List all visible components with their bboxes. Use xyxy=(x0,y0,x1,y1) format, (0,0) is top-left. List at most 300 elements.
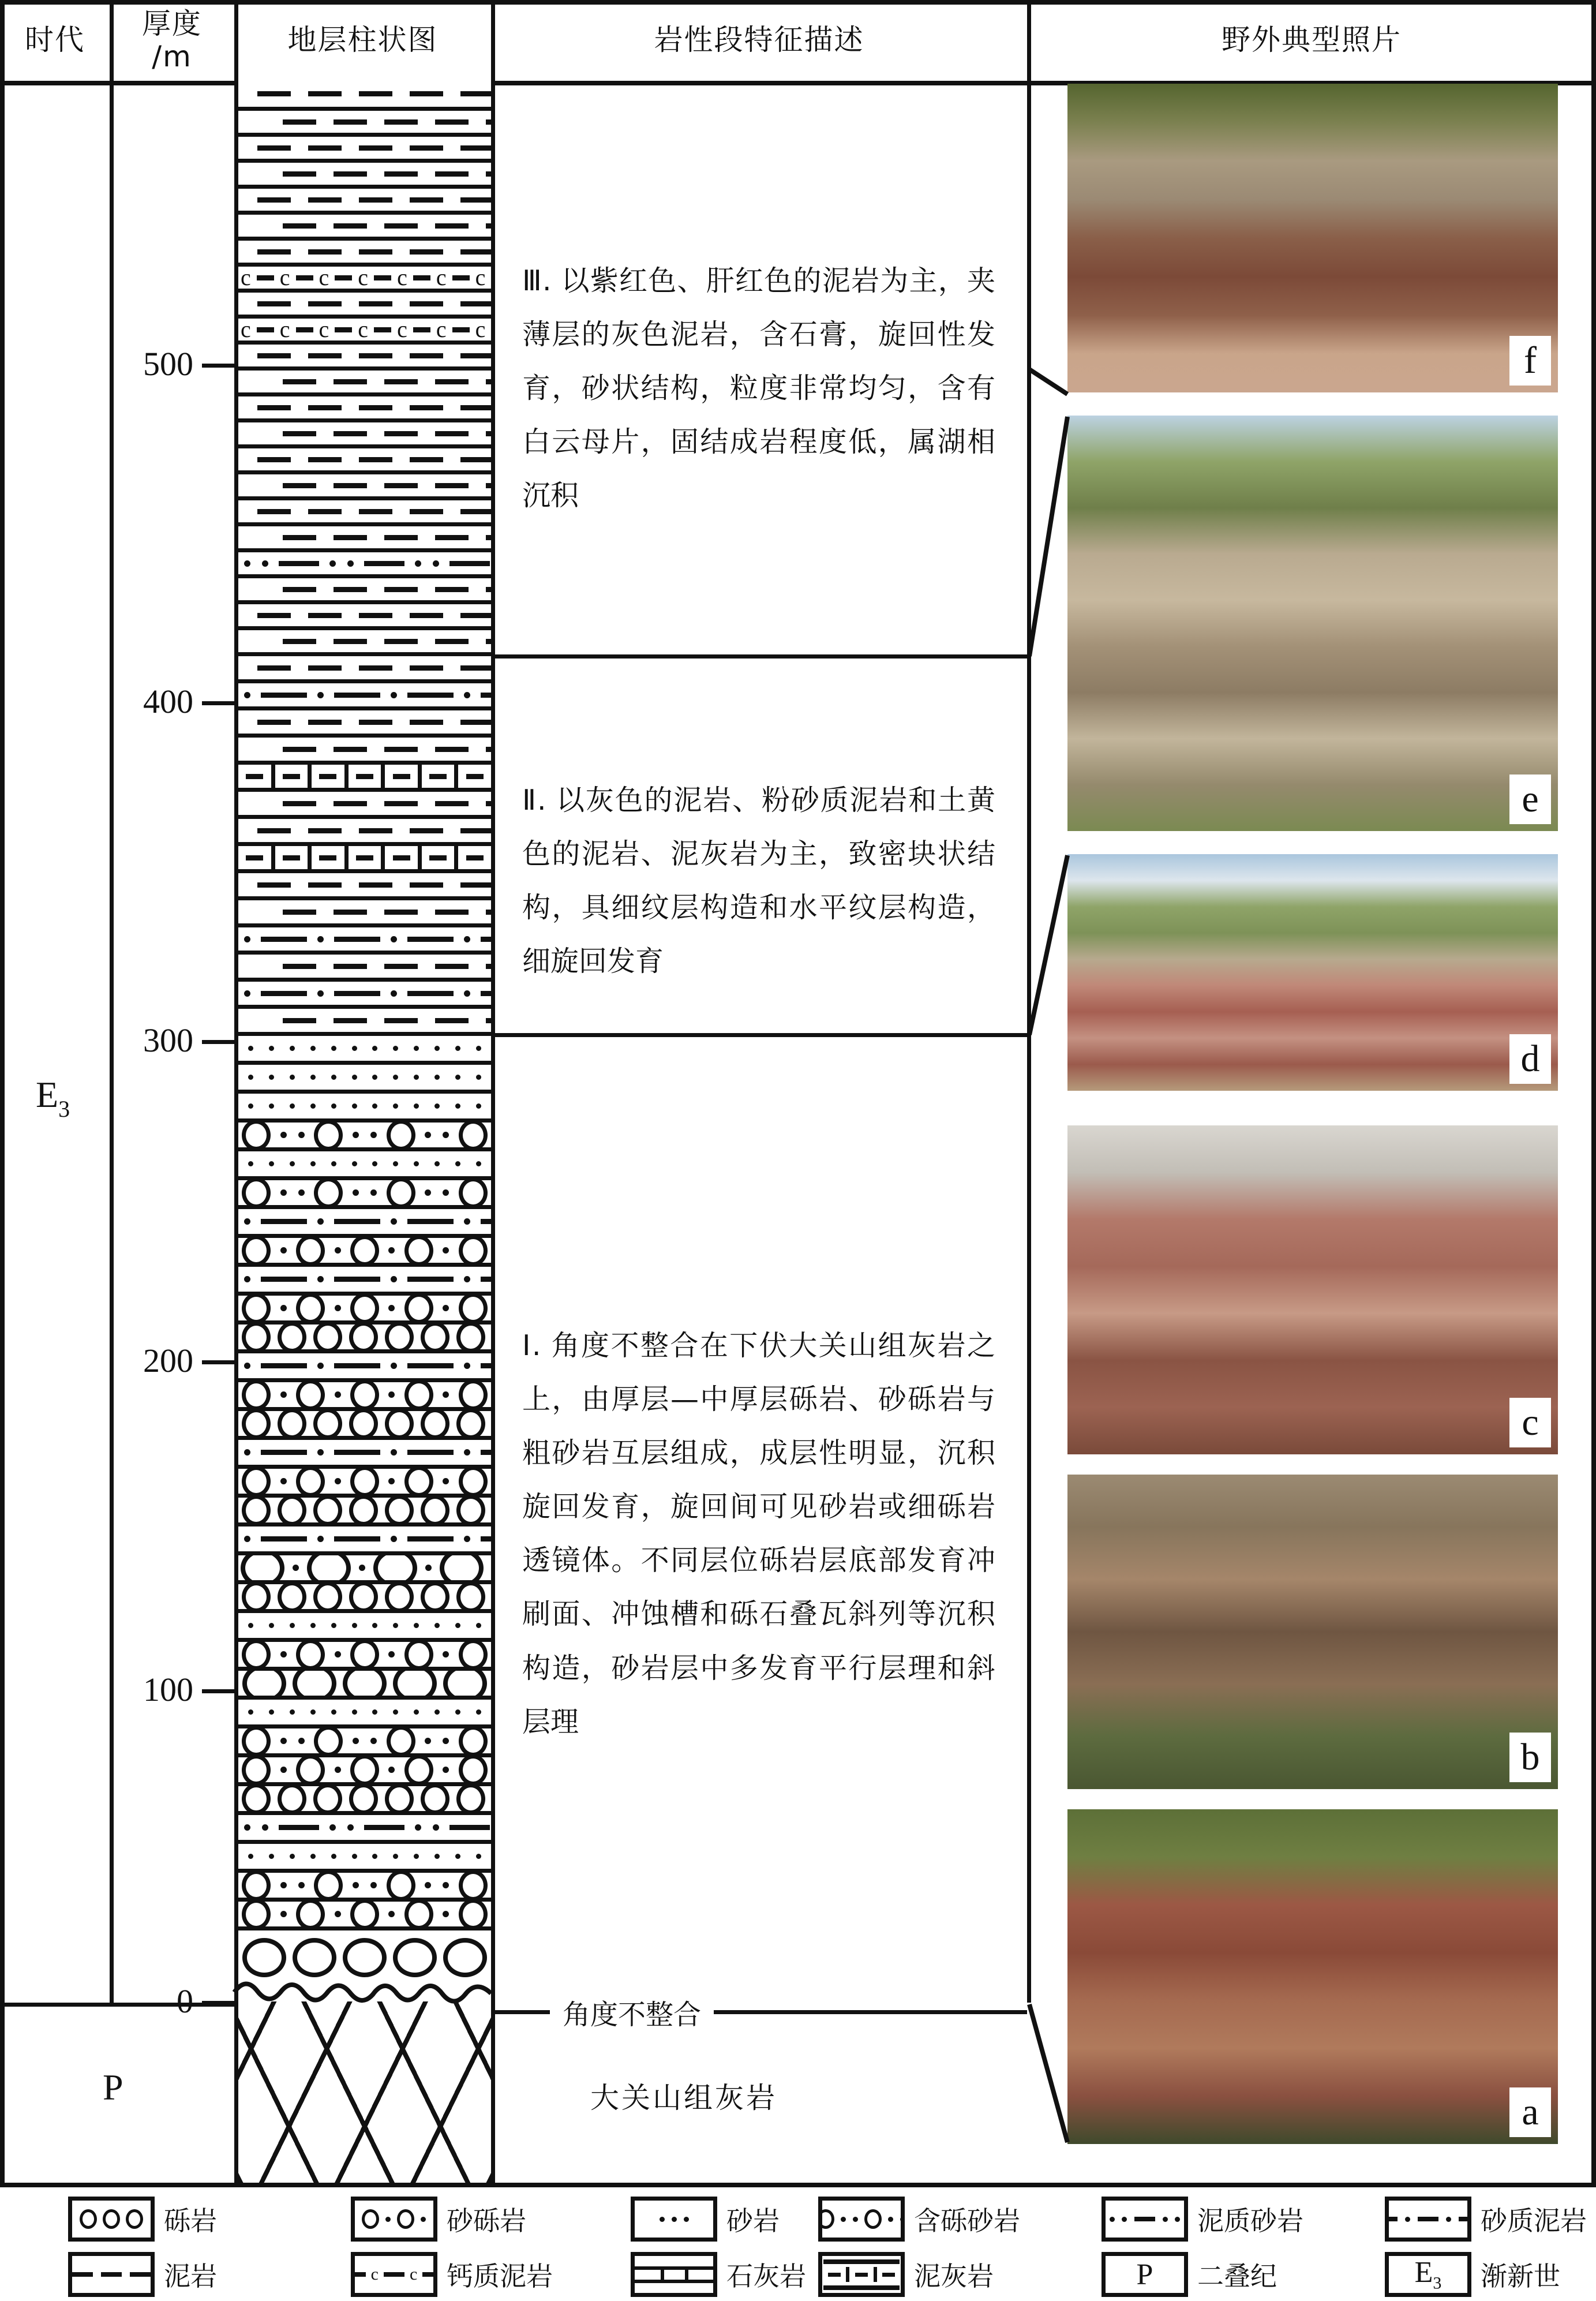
legend-item-P xyxy=(1102,2252,1277,2297)
dot-mark xyxy=(372,1623,377,1628)
pebble-circle-mark xyxy=(242,1726,271,1754)
dash-mark xyxy=(1459,2217,1471,2221)
dot-mark xyxy=(672,2217,677,2222)
scale-tick xyxy=(202,2001,237,2005)
dash-mark xyxy=(359,197,392,203)
dash-mark xyxy=(410,91,443,96)
dot-mark xyxy=(280,1882,287,1888)
header-era xyxy=(0,0,110,81)
dash-mark xyxy=(283,855,300,860)
pebble-circle-mark xyxy=(343,1667,387,1696)
dash-mark xyxy=(407,1363,454,1368)
strat-layer-m xyxy=(238,788,491,815)
pebble-circle-mark xyxy=(241,1551,284,1580)
dot-mark xyxy=(476,1854,481,1859)
legend-item-lime xyxy=(631,2252,806,2297)
dash-mark xyxy=(257,457,291,462)
dot-mark xyxy=(434,1103,440,1109)
dot-mark xyxy=(388,1247,395,1254)
pebble-circle-mark xyxy=(242,1870,271,1898)
legend-item-ss xyxy=(631,2197,780,2242)
dot-mark xyxy=(388,1391,395,1398)
limestone-basement-pattern xyxy=(238,2001,491,2183)
dash-mark xyxy=(356,855,373,860)
dash-mark xyxy=(460,353,491,358)
strat-layer-ps xyxy=(238,1176,491,1205)
dot-mark xyxy=(455,1046,460,1051)
dash-mark xyxy=(334,119,367,125)
legend-item-mss xyxy=(1102,2197,1303,2242)
strat-layer-sc xyxy=(238,1753,491,1782)
dot-mark xyxy=(443,1767,449,1773)
dot-mark xyxy=(317,692,324,698)
calcareous-c-mark: c xyxy=(475,264,486,289)
legend-symbol-marl xyxy=(818,2252,905,2297)
pebble-circle-mark xyxy=(421,1783,449,1812)
strat-layer-m xyxy=(238,734,491,761)
dash-mark xyxy=(460,509,491,514)
pebble-circle-mark xyxy=(350,1639,379,1667)
dash-mark xyxy=(359,91,392,96)
strat-layer-sm xyxy=(238,1205,491,1234)
pebble-circle-mark xyxy=(296,1899,325,1927)
pebble-circle-mark xyxy=(242,1899,271,1927)
dash-mark xyxy=(359,882,392,888)
dot-mark xyxy=(290,1103,295,1109)
dot-mark xyxy=(414,1075,419,1080)
dash-mark xyxy=(486,801,491,806)
dot-mark xyxy=(464,990,470,997)
dot-mark xyxy=(455,1709,460,1715)
description-section-3: Ⅲ. 以紫红色、肝红色的泥岩为主，夹薄层的灰色泥岩，含石膏，旋回性发育，砂状结构，粒度非常均匀，含有白云母片，固结成岩程度低，属湖相沉积 xyxy=(522,264,995,512)
dot-mark xyxy=(248,1854,253,1859)
pebble-circle-mark xyxy=(242,1639,271,1667)
pebble-circle-mark xyxy=(242,1177,271,1206)
dot-mark xyxy=(269,1623,274,1628)
dot-mark xyxy=(414,1103,419,1109)
dot-mark xyxy=(434,1623,440,1628)
marl-brick-cell xyxy=(275,765,312,788)
strat-layer-cc xyxy=(238,263,491,289)
unconformity-line-left xyxy=(495,2010,550,2014)
description-section-2: Ⅱ. 以灰色的泥岩、粉砂质泥岩和土黄色的泥岩、泥灰岩为主，致密块状结构，具细纹层构造和水平纹层构造，细旋回发育 xyxy=(522,784,995,978)
pebble-circle-mark xyxy=(350,1293,379,1321)
leader-photo-d xyxy=(1029,855,1067,1035)
dash-mark xyxy=(359,145,392,151)
dash-mark xyxy=(486,1018,491,1023)
dot-mark xyxy=(262,1824,268,1831)
dot-mark xyxy=(353,1132,359,1138)
divider-column-description xyxy=(491,0,495,2183)
dot-mark xyxy=(269,1103,274,1109)
dot-mark xyxy=(298,1738,305,1744)
dot-mark xyxy=(433,1824,439,1831)
bar xyxy=(823,2285,900,2290)
dash-mark xyxy=(435,223,469,229)
dot-mark xyxy=(443,1305,449,1311)
dash-mark xyxy=(359,828,392,833)
line xyxy=(661,2267,664,2282)
strat-layer-sm xyxy=(238,679,491,706)
dash-mark xyxy=(261,1219,307,1224)
scale-tick xyxy=(202,701,237,705)
pebble-circle-mark xyxy=(459,1726,488,1754)
dot-mark xyxy=(433,560,439,567)
dot-mark xyxy=(455,1854,460,1859)
dash-mark xyxy=(384,535,418,540)
dash-mark xyxy=(257,828,291,833)
photo-label-c: c xyxy=(1509,1398,1551,1447)
dash-mark xyxy=(279,1825,319,1830)
pebble-circle-mark xyxy=(459,1754,488,1783)
legend-symbol-lime xyxy=(631,2252,717,2297)
pebble-circle-mark xyxy=(313,1408,342,1436)
dot-mark xyxy=(335,1651,341,1658)
dash-mark xyxy=(393,855,410,860)
strat-layer-s xyxy=(238,1147,491,1176)
dash-mark xyxy=(384,171,418,177)
dash-mark xyxy=(334,964,367,969)
dot-mark xyxy=(280,1767,287,1773)
dash-mark xyxy=(334,483,367,488)
calcareous-c-mark: c xyxy=(475,316,486,341)
dash-mark xyxy=(384,379,418,384)
dot-mark xyxy=(372,1075,377,1080)
field-photo-a xyxy=(1067,1809,1558,2144)
pebble-circle-mark xyxy=(349,1408,378,1436)
pebble-circle-mark xyxy=(387,1726,415,1754)
dot-mark xyxy=(393,1161,398,1166)
dash-mark xyxy=(283,483,316,488)
dot-mark xyxy=(393,1854,398,1859)
line xyxy=(685,2267,688,2282)
dash-mark xyxy=(384,639,418,644)
pebble-circle-mark xyxy=(296,1754,325,1783)
dot-mark xyxy=(1446,2217,1451,2222)
dash-mark xyxy=(308,197,342,203)
leader-photo-f xyxy=(1029,369,1067,394)
dash-mark xyxy=(359,405,392,410)
line xyxy=(635,2266,713,2270)
pebble-circle-mark xyxy=(385,1322,414,1350)
dot-mark xyxy=(347,1824,354,1831)
dot-mark xyxy=(393,1075,398,1080)
strat-layer-cc xyxy=(238,315,491,341)
dot-mark xyxy=(415,560,421,567)
dash-mark xyxy=(359,249,392,255)
dash-mark xyxy=(435,587,469,592)
strat-layer-ms xyxy=(238,1811,491,1840)
strat-layer-m xyxy=(238,522,491,548)
dot-mark xyxy=(393,1709,398,1715)
dot-mark xyxy=(425,1738,431,1744)
dot-mark xyxy=(248,1623,253,1628)
dash-mark xyxy=(257,327,274,332)
dot-mark xyxy=(310,1103,316,1109)
dot-mark xyxy=(464,1449,470,1456)
dash-mark xyxy=(130,2272,151,2277)
dot-mark xyxy=(370,1189,377,1196)
dash-mark xyxy=(384,483,418,488)
dot-mark xyxy=(290,1623,295,1628)
pebble-circle-mark xyxy=(404,1639,433,1667)
basement-formation-label: 大关山组灰岩 xyxy=(590,2081,777,2115)
dot-mark xyxy=(244,1363,250,1369)
pebble-circle-mark xyxy=(242,1235,271,1263)
dot-mark xyxy=(317,1449,324,1456)
dot-mark xyxy=(391,1363,397,1369)
dot-mark xyxy=(347,560,354,567)
legend-label: 砂质泥岩 xyxy=(1481,2205,1587,2236)
dot-mark xyxy=(269,1854,274,1859)
strat-layer-m xyxy=(238,185,491,211)
legend-symbol-pss xyxy=(818,2197,905,2242)
dot-mark xyxy=(248,1075,253,1080)
bar xyxy=(823,2259,900,2264)
dot-mark xyxy=(455,1103,460,1109)
dash-mark xyxy=(334,431,367,436)
dash-mark xyxy=(261,1363,307,1368)
dash-mark xyxy=(384,964,418,969)
dot-mark xyxy=(244,1276,250,1282)
dash-mark xyxy=(435,639,469,644)
pebble-circle-mark xyxy=(404,1754,433,1783)
dash-mark xyxy=(486,483,491,488)
dash-mark xyxy=(283,171,316,177)
header-thickness-label: 厚度 /m xyxy=(142,6,202,73)
pebble-circle-mark xyxy=(293,1938,336,1977)
calcareous-c-mark: c xyxy=(410,2265,418,2284)
calcareous-c-mark: c xyxy=(397,264,407,289)
pebble-circle-mark xyxy=(456,1408,485,1436)
pebble-circle-mark xyxy=(818,2209,834,2229)
dash-mark xyxy=(334,910,367,915)
dot-mark xyxy=(443,1911,449,1917)
dot-mark xyxy=(372,1046,377,1051)
dash-mark xyxy=(393,774,410,779)
dot-mark xyxy=(476,1103,481,1109)
pebble-circle-mark xyxy=(242,1322,271,1350)
strat-layer-ps xyxy=(238,1724,491,1753)
legend-label: 砾岩 xyxy=(164,2205,217,2236)
dash-mark xyxy=(410,665,443,671)
dot-mark xyxy=(1175,2217,1180,2222)
marl-brick-cell xyxy=(422,765,459,788)
marl-brick-cell xyxy=(422,846,459,869)
dot-mark xyxy=(269,1161,274,1166)
dot-mark xyxy=(372,1709,377,1715)
dash-mark xyxy=(308,249,342,255)
dash-mark xyxy=(449,561,490,566)
dot-mark xyxy=(248,1046,253,1051)
pebble-circle-mark xyxy=(314,1726,343,1754)
dot-mark xyxy=(352,1103,357,1109)
dash-mark xyxy=(283,379,316,384)
dash-mark xyxy=(283,747,316,752)
dot-mark xyxy=(310,1046,316,1051)
legend-item-c3 xyxy=(68,2197,217,2242)
dash-mark xyxy=(334,801,367,806)
pebble-circle-mark xyxy=(440,1551,484,1580)
description-section-1: Ⅰ. 角度不整合在下伏大关山组灰岩之上，由厚层—中厚层砾岩、砂砾岩与粗砂岩互层组成，成层性明显，沉积旋回发育，旋回间可见砂岩或细砾岩透镜体。不同层位砾岩层底部发育冲刷面、冲蚀槽和砾石叠瓦斜列等沉积构造，砂岩层中多发育平行层理和斜层理 xyxy=(522,1329,995,1738)
strat-layer-s xyxy=(238,1090,491,1118)
era-oligocene-label: E $_3$ xyxy=(36,1074,70,1122)
dash-mark xyxy=(308,720,342,725)
pebble-circle-mark xyxy=(350,1235,379,1263)
dot-mark xyxy=(414,1161,419,1166)
marl-cell xyxy=(877,2267,901,2282)
calcareous-c-mark: c xyxy=(279,316,290,341)
pebble-circle-mark xyxy=(242,1754,271,1783)
unconformity-label: 角度不整合 xyxy=(563,1999,702,2031)
dot-mark xyxy=(414,1623,419,1628)
legend-symbol-ccm xyxy=(351,2252,437,2297)
dot-mark xyxy=(298,1882,305,1888)
pebble-circle-mark xyxy=(404,1899,433,1927)
dot-mark xyxy=(370,1882,377,1888)
header-description-label: 岩性段特征描述 xyxy=(654,23,864,57)
legend-item-ccm xyxy=(351,2252,553,2297)
dash-mark xyxy=(257,613,291,618)
dash-mark xyxy=(435,379,469,384)
strat-layer-c xyxy=(238,1494,491,1522)
pebble-circle-mark xyxy=(404,1379,433,1408)
dot-mark xyxy=(900,2217,905,2222)
calcareous-c-mark: c xyxy=(358,264,369,289)
pebble-circle-mark xyxy=(387,1177,415,1206)
pebble-circle-mark xyxy=(296,1293,325,1321)
dot-mark xyxy=(280,1478,287,1484)
marl-symbol xyxy=(822,2256,901,2293)
pebble-circle-mark xyxy=(278,1783,306,1812)
pebble-circle-mark xyxy=(293,1667,336,1696)
pebble-circle-mark xyxy=(393,1667,437,1696)
dash-mark xyxy=(359,353,392,358)
pebble-circle-mark xyxy=(459,1870,488,1898)
dot-mark xyxy=(388,1651,395,1658)
dash-mark xyxy=(283,639,316,644)
scale-tick-label: 100 xyxy=(143,1671,193,1708)
legend-label: 渐新世 xyxy=(1481,2261,1560,2292)
dot-mark xyxy=(443,1189,449,1196)
scale-tick xyxy=(202,364,237,368)
strat-layer-s xyxy=(238,1696,491,1724)
dash-mark xyxy=(410,613,443,618)
photo-label-b: b xyxy=(1509,1733,1551,1782)
dot-mark xyxy=(455,1075,460,1080)
pebble-circle-mark xyxy=(404,1293,433,1321)
dot-mark xyxy=(280,1247,287,1254)
field-photo-e xyxy=(1067,416,1558,831)
strat-layer-m xyxy=(238,626,491,652)
calcareous-c-mark: c xyxy=(279,264,290,289)
dot-mark xyxy=(888,2217,893,2222)
dash-mark xyxy=(334,535,367,540)
calcareous-c-mark: c xyxy=(241,264,251,289)
dash-mark xyxy=(486,747,491,752)
unconformity-wavy-line xyxy=(234,1984,491,2001)
marl-brick-cell xyxy=(312,765,349,788)
dash-mark xyxy=(413,327,430,332)
dash-mark xyxy=(384,1018,418,1023)
dot-mark xyxy=(317,936,324,942)
dash-mark xyxy=(356,774,373,779)
pebble-circle-mark xyxy=(278,1408,306,1436)
strat-layer-m xyxy=(238,951,491,978)
pebble-circle-mark xyxy=(307,1551,351,1580)
dash-mark xyxy=(429,855,447,860)
line xyxy=(635,2280,713,2283)
legend-symbol-mud xyxy=(68,2252,155,2297)
dot-mark xyxy=(464,1218,470,1225)
strat-layer-s xyxy=(238,1032,491,1061)
dash-mark xyxy=(334,639,367,644)
dot-mark xyxy=(248,1709,253,1715)
dot-mark xyxy=(244,1449,250,1456)
dot-mark xyxy=(248,1103,253,1109)
strat-layer-m xyxy=(238,366,491,392)
dash-mark xyxy=(460,197,491,203)
dot-mark xyxy=(244,1824,250,1831)
dot-mark xyxy=(1405,2217,1410,2222)
dot-mark xyxy=(310,1623,316,1628)
pebble-circle-mark xyxy=(385,1495,414,1523)
dash-mark xyxy=(384,910,418,915)
dot-mark xyxy=(393,1623,398,1628)
scale-tick-label: 300 xyxy=(143,1022,193,1059)
marl-brick-cell xyxy=(312,846,349,869)
dash-mark xyxy=(466,774,484,779)
pebble-circle-mark xyxy=(278,1322,306,1350)
dot-mark xyxy=(414,1709,419,1715)
photo-label-e: e xyxy=(1509,775,1551,824)
dash-mark xyxy=(364,1825,404,1830)
dot-mark xyxy=(443,1651,449,1658)
marl-brick-cell xyxy=(349,846,385,869)
dash-mark xyxy=(1418,2217,1438,2221)
strat-layer-ps xyxy=(238,1118,491,1147)
strat-layer-m xyxy=(238,706,491,734)
dash-mark xyxy=(460,301,491,306)
dash-mark xyxy=(435,431,469,436)
pebble-circle-mark xyxy=(459,1379,488,1408)
dash-mark xyxy=(481,937,491,942)
dot-mark xyxy=(280,1189,287,1196)
dash-mark xyxy=(413,275,430,280)
marl-brick-cell xyxy=(349,765,385,788)
dash-mark xyxy=(359,509,392,514)
dot-mark xyxy=(329,1824,336,1831)
legend-item-mud xyxy=(68,2252,217,2297)
dash-mark xyxy=(359,301,392,306)
dash-mark xyxy=(452,275,470,280)
pebble-circle-mark xyxy=(242,1783,271,1812)
dot-mark xyxy=(244,990,250,997)
pebble-circle-mark xyxy=(421,1495,449,1523)
marl-brick-cell xyxy=(238,846,275,869)
strat-layer-s xyxy=(238,1609,491,1638)
dot-mark xyxy=(331,1103,336,1109)
strat-layer-sm xyxy=(238,1522,491,1551)
dash-mark xyxy=(283,801,316,806)
dot-mark xyxy=(310,1161,316,1166)
dash-mark xyxy=(359,665,392,671)
pebble-circle-mark xyxy=(456,1581,485,1610)
dash-mark xyxy=(435,483,469,488)
dash-mark xyxy=(279,561,319,566)
legend-item-pss xyxy=(818,2197,1020,2242)
dash-mark xyxy=(460,405,491,410)
